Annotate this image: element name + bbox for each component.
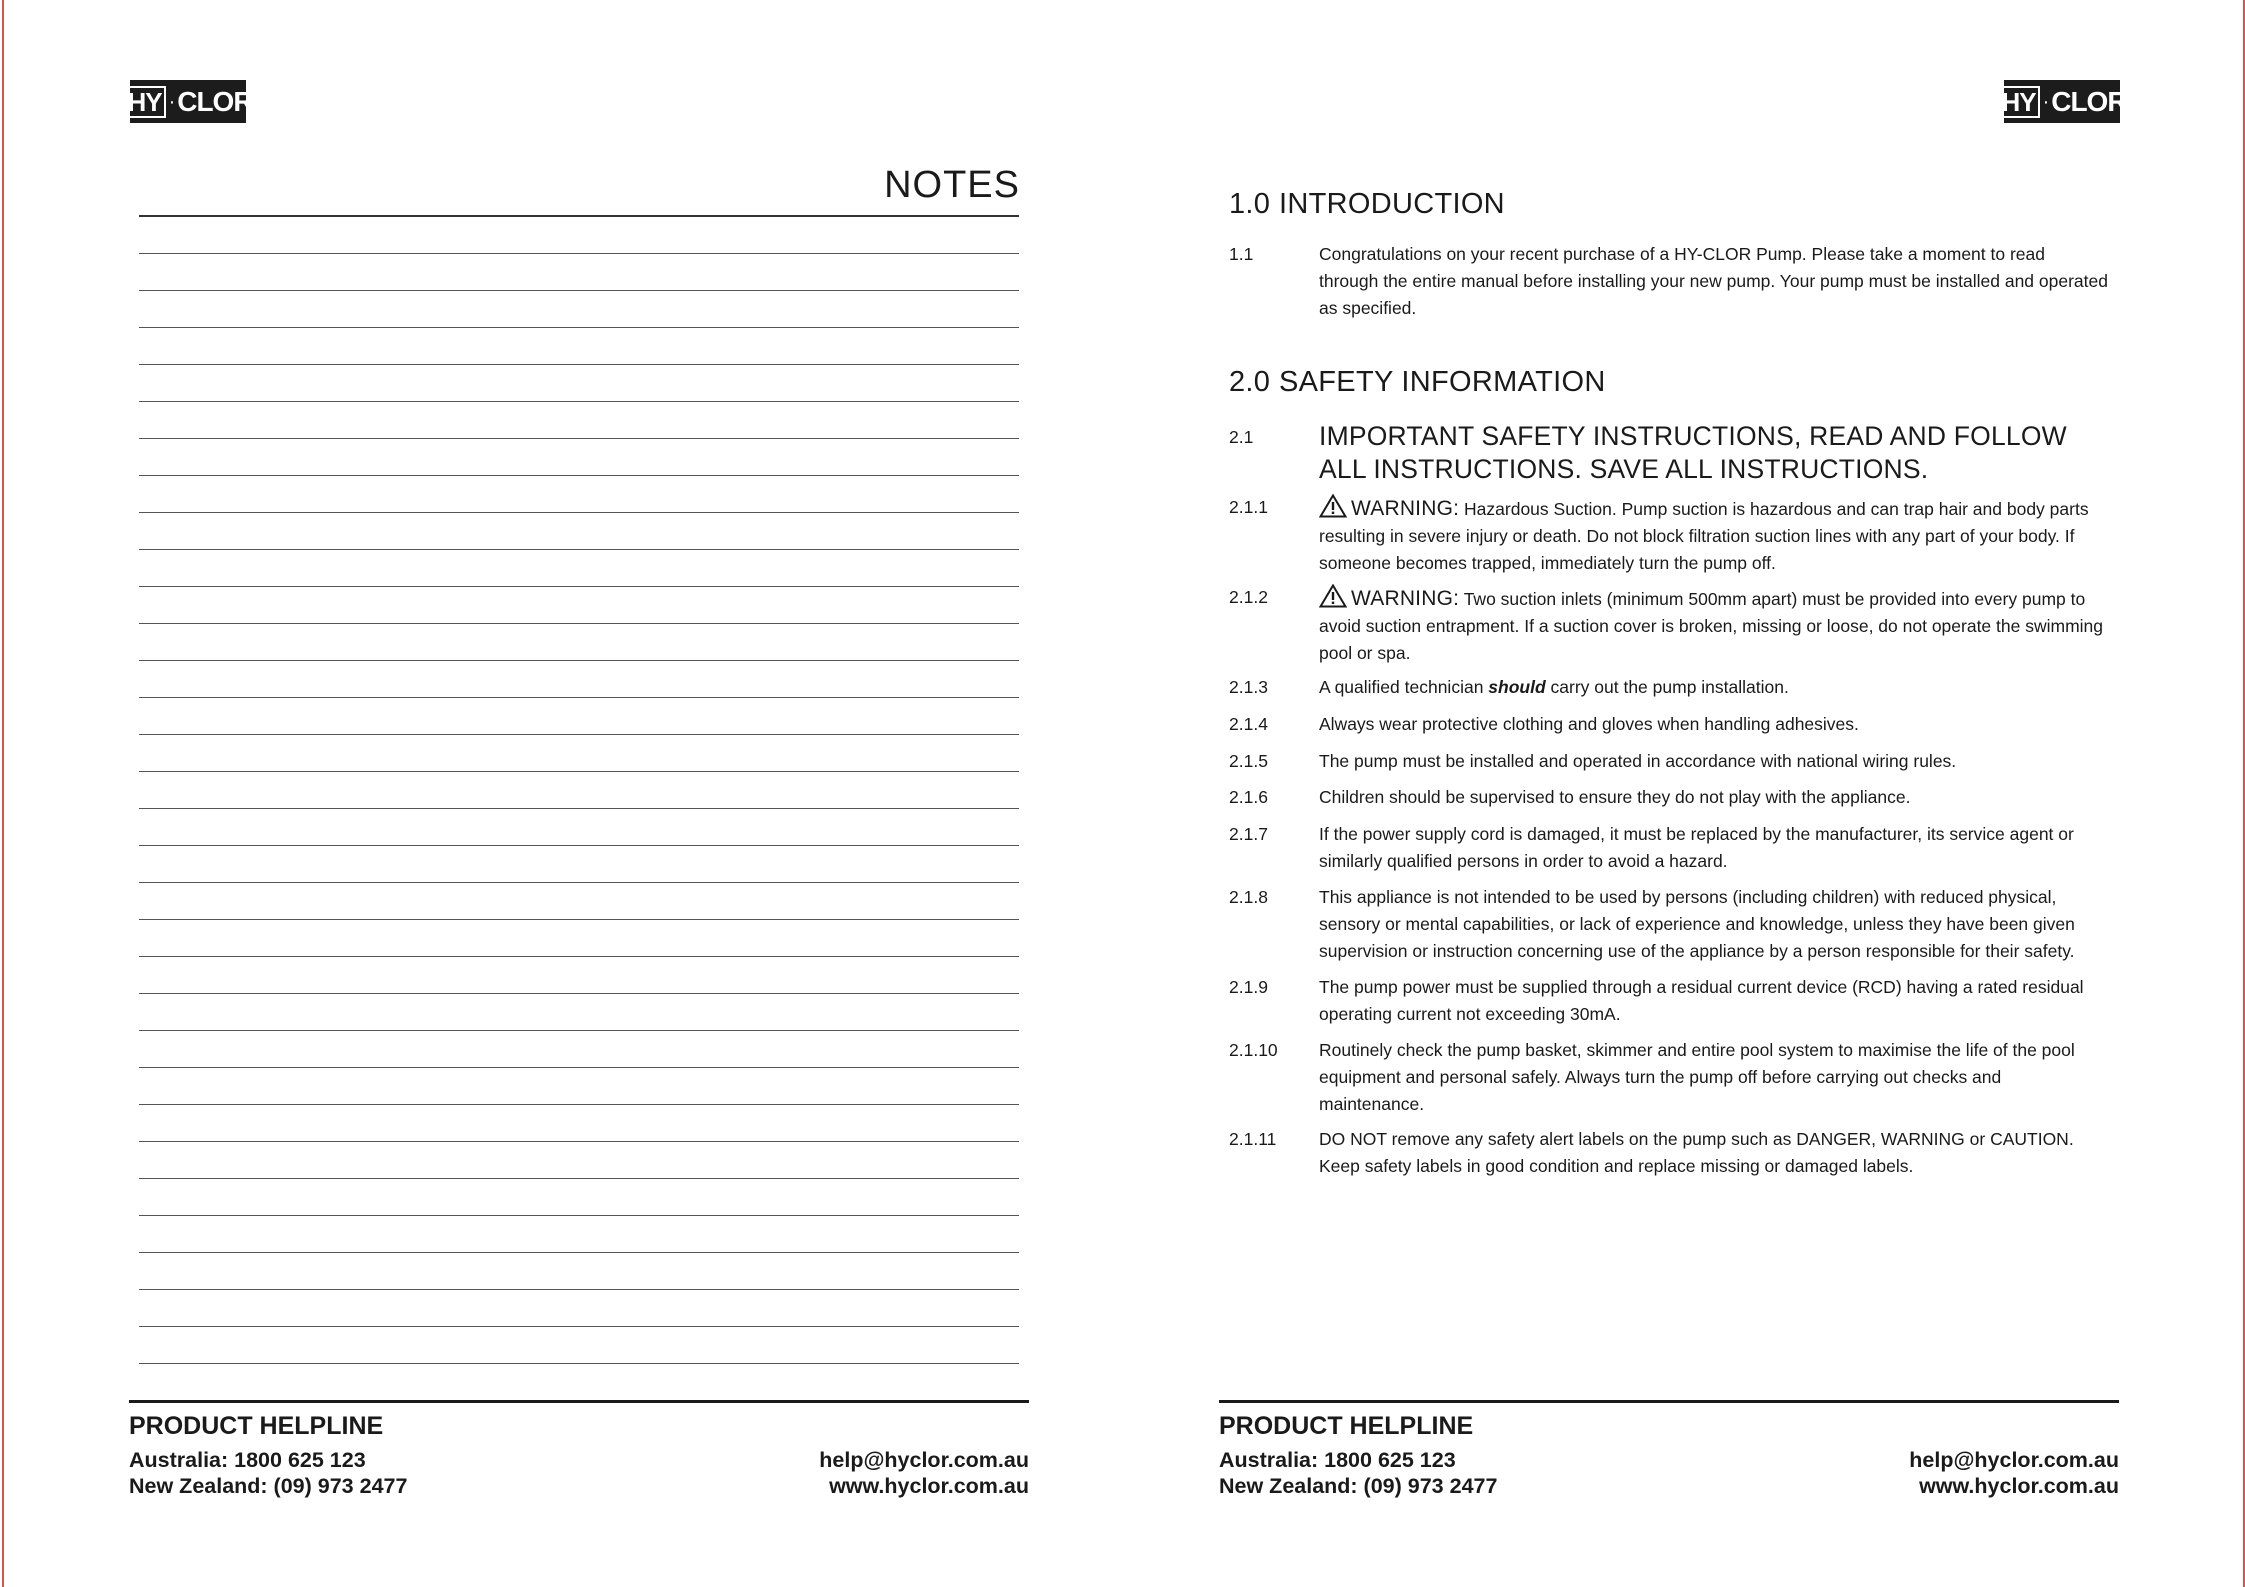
- note-line: [139, 1215, 1019, 1216]
- item-number: 2.1.9: [1229, 977, 1268, 997]
- note-line: [139, 475, 1019, 476]
- text-part: A qualified technician: [1319, 677, 1489, 697]
- note-line: [139, 215, 1019, 217]
- product-helpline-footer-left: [129, 1400, 1029, 1498]
- note-line: [139, 1030, 1019, 1031]
- notes-ruled-lines: [139, 215, 1019, 1400]
- note-line: [139, 1289, 1019, 1290]
- item-text: [1319, 674, 2109, 701]
- logo-hy: HY: [123, 86, 165, 118]
- note-line: [139, 697, 1019, 698]
- helpline-new-zealand: New Zealand: (09) 973 2477: [1219, 1474, 1498, 1498]
- warning-text: [1319, 494, 2109, 577]
- note-line: [139, 290, 1019, 291]
- section-number: 1.0: [1229, 188, 1271, 220]
- note-line: [139, 660, 1019, 661]
- emphasis-should: should: [1488, 677, 1546, 697]
- important-instructions: IMPORTANT SAFETY INSTRUCTIONS, READ AND FOLLOW ALL INSTRUCTIONS. SAVE ALL INSTRUCTIONS.: [1319, 421, 2067, 484]
- note-line: [139, 1178, 1019, 1179]
- section-title: INTRODUCTION: [1279, 188, 1505, 220]
- helpline-email-link[interactable]: help@hyclor.com.au: [819, 1448, 1029, 1472]
- note-line: [139, 919, 1019, 920]
- warning-label: WARNING:: [1351, 587, 1460, 610]
- item-text: DO NOT remove any safety alert labels on the pump such as DANGER, WARNING or CAUTION. Keep safety labels in good condition and replace missing or damaged labels.: [1319, 1129, 2074, 1176]
- logo-hy: HY: [1997, 86, 2039, 118]
- footer-rule: [129, 1400, 1029, 1403]
- section-number: 2.0: [1229, 366, 1271, 398]
- helpline-website-link[interactable]: www.hyclor.com.au: [1919, 1474, 2119, 1498]
- item-text: If the power supply cord is damaged, it must be replaced by the manufacturer, its service agent or similarly qualified persons in order to avoid a hazard.: [1319, 824, 2074, 871]
- safety-heading: [1229, 368, 1606, 397]
- note-line: [139, 956, 1019, 957]
- item-text: The pump power must be supplied through a residual current device (RCD) having a rated residual operating current not exceeding 30mA.: [1319, 977, 2084, 1024]
- item-number: 2.1.7: [1229, 824, 1268, 844]
- product-helpline-footer-right: [1219, 1400, 2119, 1498]
- item-text: Routinely check the pump basket, skimmer and entire pool system to maximise the life of the pool equipment and personal safely. Always turn the pump off before carrying out checks and maintenance.: [1319, 1040, 2075, 1114]
- item-text: The pump must be installed and operated in accordance with national wiring rules.: [1319, 751, 1957, 771]
- note-line: [139, 401, 1019, 402]
- warning-body: Hazardous Suction. Pump suction is hazardous and can trap hair and body parts resulting in severe injury or death. Do not block filtration suction lines with any part of your body. If someone becomes trapped, immediately turn the pump off.: [1319, 499, 2089, 573]
- logo-dot: ·: [168, 90, 176, 113]
- warning-triangle-icon: [1319, 494, 1347, 518]
- item-number: 2.1.6: [1229, 787, 1268, 807]
- item-text: Children should be supervised to ensure they do not play with the appliance.: [1319, 787, 1911, 807]
- note-line: [139, 1326, 1019, 1327]
- item-text: Always wear protective clothing and gloves when handling adhesives.: [1319, 714, 1859, 734]
- note-line: [139, 845, 1019, 846]
- note-line: [139, 734, 1019, 735]
- warning-triangle-icon: [1319, 584, 1347, 608]
- note-line: [139, 1363, 1019, 1364]
- helpline-email-link[interactable]: help@hyclor.com.au: [1909, 1448, 2119, 1472]
- item-text: This appliance is not intended to be used by persons (including children) with reduced physical, sensory or mental capabilities, or lack of experience and knowledge, unless they have been given supervision or instruction concerning use of the appliance by a person responsible for their safety.: [1319, 887, 2075, 961]
- footer-rule: [1219, 1400, 2119, 1403]
- note-line: [139, 327, 1019, 328]
- text-part: carry out the pump installation.: [1545, 677, 1789, 697]
- logo-clor: CLOR: [2051, 85, 2127, 117]
- introduction-heading: [1229, 190, 1505, 219]
- item-number: 2.1.8: [1229, 887, 1268, 907]
- hyclor-logo-right: [2001, 80, 2127, 123]
- helpline-heading: PRODUCT HELPLINE: [129, 1412, 384, 1440]
- warning-label: WARNING:: [1351, 497, 1460, 520]
- item-number: 2.1: [1229, 427, 1254, 447]
- warning-text: [1319, 584, 2109, 667]
- item-number: 2.1.1: [1229, 497, 1268, 517]
- helpline-australia: Australia: 1800 625 123: [1219, 1448, 1456, 1472]
- item-number: 2.1.5: [1229, 751, 1268, 771]
- note-line: [139, 512, 1019, 513]
- note-line: [139, 438, 1019, 439]
- note-line: [139, 808, 1019, 809]
- item-number: 2.1.2: [1229, 587, 1268, 607]
- note-line: [139, 1067, 1019, 1068]
- page-edge-left: [2, 0, 4, 1587]
- note-line: [139, 549, 1019, 550]
- note-line: [139, 1141, 1019, 1142]
- note-line: [139, 623, 1019, 624]
- item-number: 1.1: [1229, 244, 1254, 264]
- note-line: [139, 1252, 1019, 1253]
- note-line: [139, 586, 1019, 587]
- logo-dot: ·: [2042, 90, 2050, 113]
- item-number: 2.1.4: [1229, 714, 1268, 734]
- note-line: [139, 993, 1019, 994]
- section-title: SAFETY INFORMATION: [1279, 366, 1606, 398]
- note-line: [139, 882, 1019, 883]
- item-number: 2.1.11: [1229, 1129, 1277, 1149]
- item-number: 2.1.3: [1229, 677, 1268, 697]
- helpline-australia: Australia: 1800 625 123: [129, 1448, 366, 1472]
- hyclor-logo-left: [127, 80, 253, 123]
- note-line: [139, 771, 1019, 772]
- logo-clor: CLOR: [177, 85, 253, 117]
- item-text: Congratulations on your recent purchase of a HY-CLOR Pump. Please take a moment to read through the entire manual before installing your new pump. Your pump must be installed and operated as specified.: [1319, 244, 2108, 318]
- note-line: [139, 364, 1019, 365]
- note-line: [139, 1104, 1019, 1105]
- note-line: [139, 253, 1019, 254]
- helpline-heading: PRODUCT HELPLINE: [1219, 1412, 1474, 1440]
- helpline-new-zealand: New Zealand: (09) 973 2477: [129, 1474, 408, 1498]
- warning-body: Two suction inlets (minimum 500mm apart) must be provided into every pump to avoid suction entrapment. If a suction cover is broken, missing or loose, do not operate the swimming pool or spa.: [1319, 589, 2104, 663]
- helpline-website-link[interactable]: www.hyclor.com.au: [829, 1474, 1029, 1498]
- notes-title: NOTES: [884, 164, 1020, 206]
- item-number: 2.1.10: [1229, 1040, 1278, 1060]
